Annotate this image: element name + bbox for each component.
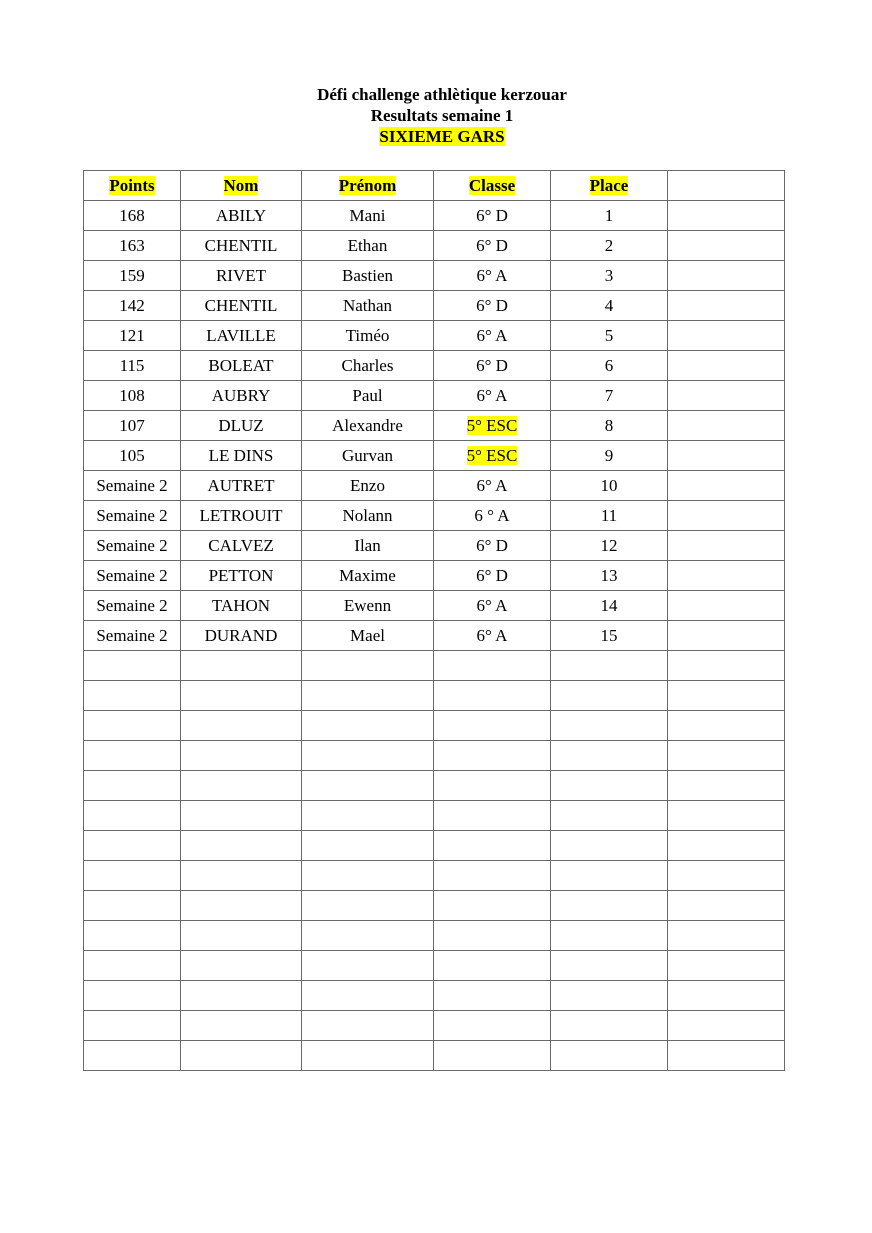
header-extra	[668, 171, 785, 201]
empty-cell	[84, 1011, 181, 1041]
cell-place: 6	[551, 351, 668, 381]
empty-cell	[302, 681, 434, 711]
empty-cell	[181, 1041, 302, 1071]
cell-nom: DURAND	[181, 621, 302, 651]
empty-cell	[84, 1041, 181, 1071]
empty-cell	[434, 1041, 551, 1071]
empty-cell	[668, 801, 785, 831]
empty-cell	[181, 711, 302, 741]
empty-cell	[302, 1041, 434, 1071]
empty-cell	[84, 921, 181, 951]
cell-classe: 6° A	[434, 321, 551, 351]
cell-points: 142	[84, 291, 181, 321]
cell-place: 13	[551, 561, 668, 591]
empty-table-row	[84, 1041, 785, 1071]
cell-points: Semaine 2	[84, 531, 181, 561]
empty-cell	[551, 801, 668, 831]
cell-nom: DLUZ	[181, 411, 302, 441]
cell-place: 7	[551, 381, 668, 411]
empty-cell	[84, 651, 181, 681]
cell-points: 108	[84, 381, 181, 411]
cell-nom: AUBRY	[181, 381, 302, 411]
header-points-label: Points	[109, 175, 155, 195]
empty-cell	[181, 741, 302, 771]
empty-cell	[668, 951, 785, 981]
empty-cell	[434, 1011, 551, 1041]
header-nom	[181, 171, 302, 201]
empty-cell	[434, 951, 551, 981]
empty-table-row	[84, 1011, 785, 1041]
empty-cell	[551, 771, 668, 801]
empty-cell	[434, 921, 551, 951]
cell-classe: 6° D	[434, 291, 551, 321]
empty-cell	[551, 981, 668, 1011]
empty-cell	[668, 711, 785, 741]
table-row	[84, 531, 785, 561]
empty-cell	[434, 861, 551, 891]
cell-nom: CHENTIL	[181, 291, 302, 321]
cell-classe	[434, 441, 551, 471]
cell-points: 159	[84, 261, 181, 291]
empty-cell	[302, 1011, 434, 1041]
header-place-label: Place	[589, 175, 629, 195]
cell-points: 163	[84, 231, 181, 261]
cell-prenom: Enzo	[302, 471, 434, 501]
table-row	[84, 411, 785, 441]
table-header-row	[84, 171, 785, 201]
empty-table-row	[84, 891, 785, 921]
empty-cell	[181, 651, 302, 681]
cell-place: 3	[551, 261, 668, 291]
empty-cell	[302, 831, 434, 861]
cell-prenom: Maxime	[302, 561, 434, 591]
category-title-highlight: SIXIEME GARS	[379, 127, 505, 146]
table-row	[84, 561, 785, 591]
empty-cell	[302, 801, 434, 831]
cell-prenom: Timéo	[302, 321, 434, 351]
empty-cell	[551, 951, 668, 981]
empty-cell	[84, 981, 181, 1011]
empty-cell	[181, 891, 302, 921]
cell-nom: CHENTIL	[181, 231, 302, 261]
empty-cell	[434, 981, 551, 1011]
cell-classe: 6° A	[434, 471, 551, 501]
cell-nom: RIVET	[181, 261, 302, 291]
cell-classe-highlight: 5° ESC	[466, 415, 518, 435]
empty-cell	[551, 741, 668, 771]
cell-extra	[668, 381, 785, 411]
empty-cell	[84, 681, 181, 711]
header-prenom	[302, 171, 434, 201]
empty-cell	[434, 831, 551, 861]
results-table	[83, 170, 785, 1071]
table-row	[84, 501, 785, 531]
empty-cell	[84, 771, 181, 801]
cell-classe: 6° A	[434, 261, 551, 291]
cell-extra	[668, 621, 785, 651]
table-row	[84, 291, 785, 321]
empty-cell	[181, 981, 302, 1011]
cell-extra	[668, 591, 785, 621]
cell-classe	[434, 411, 551, 441]
empty-cell	[551, 921, 668, 951]
empty-cell	[181, 1011, 302, 1041]
empty-cell	[84, 741, 181, 771]
empty-cell	[84, 861, 181, 891]
document-subtitle: Resultats semaine 1	[370, 106, 514, 125]
cell-prenom: Paul	[302, 381, 434, 411]
cell-points: 121	[84, 321, 181, 351]
header-place	[551, 171, 668, 201]
category-title	[0, 126, 872, 147]
cell-points: 115	[84, 351, 181, 381]
cell-extra	[668, 321, 785, 351]
cell-classe: 6° D	[434, 231, 551, 261]
cell-nom: TAHON	[181, 591, 302, 621]
cell-points: 105	[84, 441, 181, 471]
cell-place: 15	[551, 621, 668, 651]
empty-cell	[302, 891, 434, 921]
empty-table-row	[84, 861, 785, 891]
empty-table-row	[84, 681, 785, 711]
cell-place: 14	[551, 591, 668, 621]
empty-table-row	[84, 981, 785, 1011]
table-row	[84, 591, 785, 621]
cell-classe: 6° D	[434, 351, 551, 381]
empty-cell	[302, 741, 434, 771]
cell-prenom: Ethan	[302, 231, 434, 261]
empty-cell	[302, 981, 434, 1011]
cell-place: 4	[551, 291, 668, 321]
empty-cell	[551, 711, 668, 741]
cell-place: 11	[551, 501, 668, 531]
empty-cell	[302, 711, 434, 741]
table-row	[84, 471, 785, 501]
empty-cell	[84, 711, 181, 741]
table-row	[84, 621, 785, 651]
empty-cell	[181, 951, 302, 981]
cell-points: 107	[84, 411, 181, 441]
cell-nom: LETROUIT	[181, 501, 302, 531]
empty-cell	[668, 771, 785, 801]
cell-points: Semaine 2	[84, 621, 181, 651]
empty-cell	[668, 741, 785, 771]
header-nom-label: Nom	[223, 175, 259, 195]
document-title-block	[0, 84, 872, 147]
empty-cell	[434, 891, 551, 921]
empty-cell	[434, 771, 551, 801]
empty-cell	[181, 771, 302, 801]
empty-cell	[551, 651, 668, 681]
cell-nom: LE DINS	[181, 441, 302, 471]
cell-place: 2	[551, 231, 668, 261]
table-row	[84, 231, 785, 261]
cell-nom: PETTON	[181, 561, 302, 591]
empty-table-row	[84, 951, 785, 981]
cell-classe: 6° A	[434, 621, 551, 651]
empty-cell	[551, 1041, 668, 1071]
header-points	[84, 171, 181, 201]
table-row	[84, 381, 785, 411]
cell-extra	[668, 441, 785, 471]
empty-cell	[668, 861, 785, 891]
document-title: Défi challenge athlètique kerzouar	[317, 85, 567, 104]
cell-nom: BOLEAT	[181, 351, 302, 381]
cell-prenom: Gurvan	[302, 441, 434, 471]
cell-classe-highlight: 5° ESC	[466, 445, 518, 465]
cell-points: Semaine 2	[84, 471, 181, 501]
cell-extra	[668, 471, 785, 501]
cell-points: Semaine 2	[84, 591, 181, 621]
table-row	[84, 321, 785, 351]
empty-cell	[434, 651, 551, 681]
cell-extra	[668, 351, 785, 381]
cell-extra	[668, 231, 785, 261]
empty-cell	[668, 891, 785, 921]
table-row	[84, 351, 785, 381]
cell-nom: CALVEZ	[181, 531, 302, 561]
empty-cell	[84, 891, 181, 921]
cell-extra	[668, 201, 785, 231]
empty-cell	[551, 861, 668, 891]
cell-prenom: Bastien	[302, 261, 434, 291]
cell-extra	[668, 561, 785, 591]
cell-extra	[668, 531, 785, 561]
empty-cell	[551, 1011, 668, 1041]
empty-table-row	[84, 711, 785, 741]
cell-place: 12	[551, 531, 668, 561]
header-classe	[434, 171, 551, 201]
empty-cell	[434, 681, 551, 711]
empty-cell	[668, 831, 785, 861]
cell-extra	[668, 261, 785, 291]
table-row	[84, 261, 785, 291]
empty-cell	[84, 831, 181, 861]
empty-cell	[551, 891, 668, 921]
cell-classe: 6° D	[434, 531, 551, 561]
cell-prenom: Mael	[302, 621, 434, 651]
cell-prenom: Ilan	[302, 531, 434, 561]
empty-table-row	[84, 651, 785, 681]
empty-cell	[181, 861, 302, 891]
cell-place: 1	[551, 201, 668, 231]
empty-cell	[181, 801, 302, 831]
cell-extra	[668, 411, 785, 441]
empty-cell	[84, 951, 181, 981]
cell-classe: 6° A	[434, 381, 551, 411]
cell-classe: 6° A	[434, 591, 551, 621]
table-row	[84, 201, 785, 231]
cell-points: 168	[84, 201, 181, 231]
empty-cell	[181, 831, 302, 861]
empty-table-row	[84, 831, 785, 861]
empty-cell	[668, 1011, 785, 1041]
cell-classe: 6 ° A	[434, 501, 551, 531]
empty-cell	[302, 651, 434, 681]
cell-prenom: Mani	[302, 201, 434, 231]
empty-cell	[84, 801, 181, 831]
empty-cell	[302, 771, 434, 801]
empty-table-row	[84, 801, 785, 831]
cell-place: 5	[551, 321, 668, 351]
header-classe-label: Classe	[468, 175, 516, 195]
empty-table-row	[84, 771, 785, 801]
cell-nom: LAVILLE	[181, 321, 302, 351]
empty-table-row	[84, 741, 785, 771]
cell-prenom: Ewenn	[302, 591, 434, 621]
results-body	[84, 201, 785, 1071]
empty-cell	[668, 681, 785, 711]
empty-cell	[551, 831, 668, 861]
empty-cell	[302, 951, 434, 981]
empty-cell	[181, 921, 302, 951]
empty-cell	[434, 711, 551, 741]
cell-extra	[668, 501, 785, 531]
cell-points: Semaine 2	[84, 501, 181, 531]
cell-classe: 6° D	[434, 561, 551, 591]
cell-place: 9	[551, 441, 668, 471]
cell-points: Semaine 2	[84, 561, 181, 591]
empty-cell	[181, 681, 302, 711]
cell-nom: ABILY	[181, 201, 302, 231]
empty-cell	[668, 921, 785, 951]
cell-prenom: Charles	[302, 351, 434, 381]
cell-prenom: Nathan	[302, 291, 434, 321]
cell-prenom: Alexandre	[302, 411, 434, 441]
table-row	[84, 441, 785, 471]
cell-place: 8	[551, 411, 668, 441]
empty-table-row	[84, 921, 785, 951]
empty-cell	[302, 861, 434, 891]
cell-place: 10	[551, 471, 668, 501]
empty-cell	[668, 981, 785, 1011]
empty-cell	[668, 651, 785, 681]
cell-prenom: Nolann	[302, 501, 434, 531]
empty-cell	[551, 681, 668, 711]
header-prenom-label: Prénom	[338, 175, 397, 195]
empty-cell	[434, 741, 551, 771]
empty-cell	[434, 801, 551, 831]
cell-classe: 6° D	[434, 201, 551, 231]
empty-cell	[668, 1041, 785, 1071]
cell-extra	[668, 291, 785, 321]
cell-nom: AUTRET	[181, 471, 302, 501]
empty-cell	[302, 921, 434, 951]
